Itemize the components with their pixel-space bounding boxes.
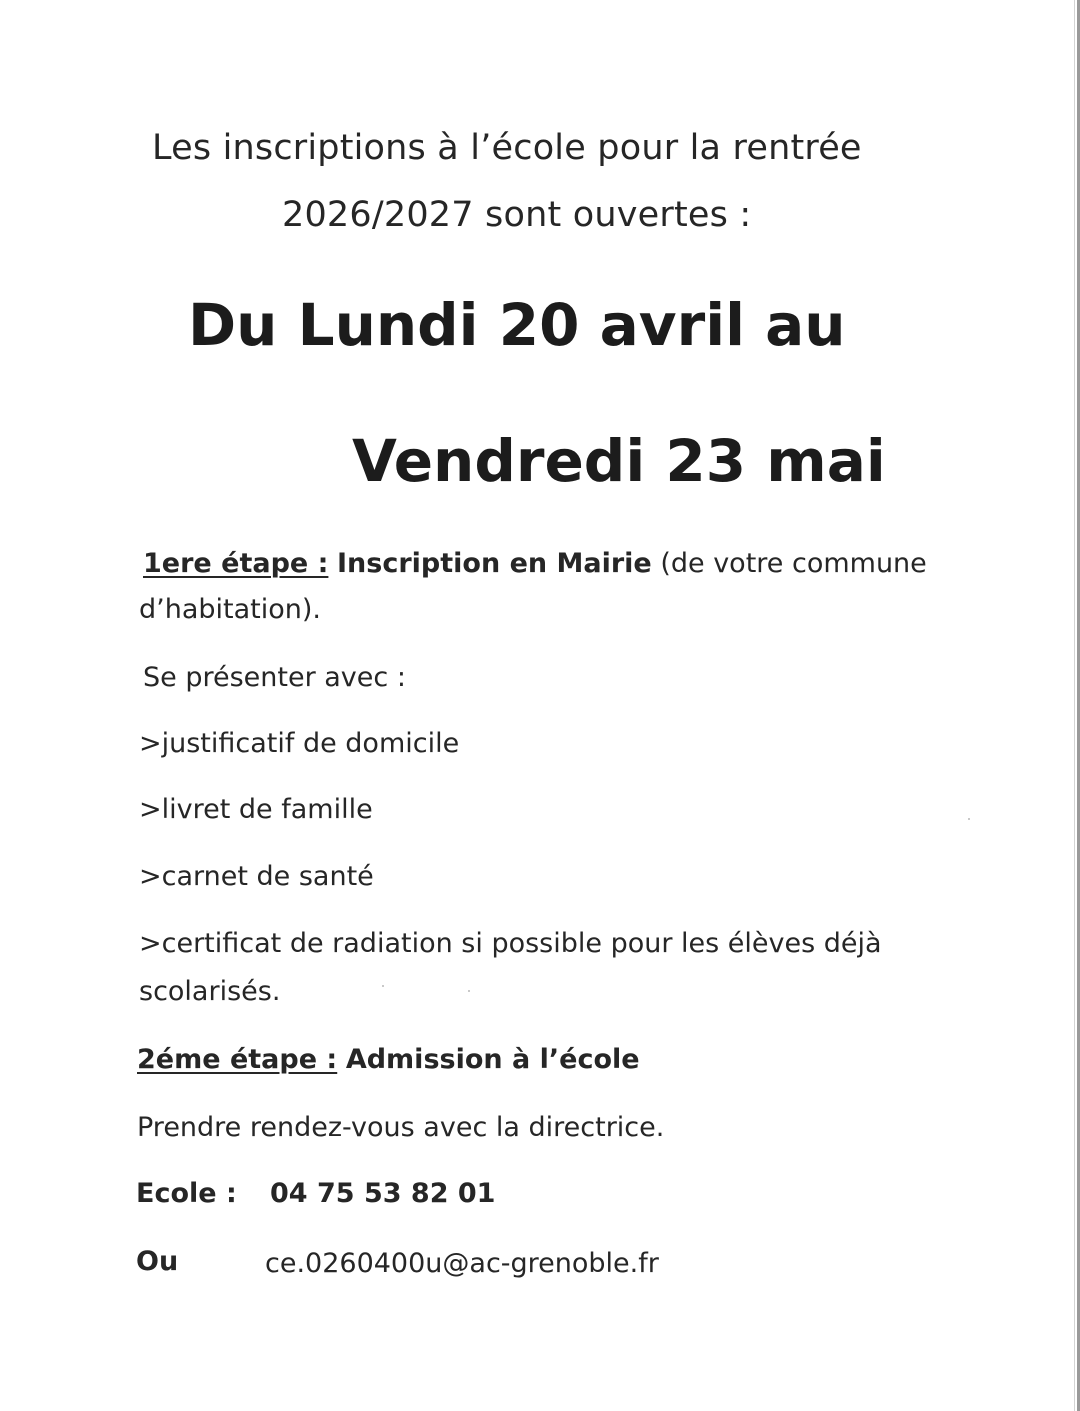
document-item: >justificatif de domicile <box>139 728 460 759</box>
step2-line <box>137 1046 640 1073</box>
scan-edge-line <box>1074 0 1075 1411</box>
date-end: Vendredi 23 mai <box>352 427 886 495</box>
scan-speck <box>468 990 470 992</box>
step2-title: Admission à l’école <box>345 1044 640 1075</box>
step1-line <box>143 550 927 577</box>
document-item: >carnet de santé <box>139 861 374 892</box>
email-address: ce.0260400u@ac-grenoble.fr <box>265 1248 659 1279</box>
scan-speck <box>382 985 384 987</box>
scan-speck <box>968 818 970 820</box>
intro-line-2: 2026/2027 sont ouvertes : <box>282 195 752 235</box>
document-item-cont: scolarisés. <box>139 976 281 1007</box>
step2-instruction: Prendre rendez-vous avec la directrice. <box>137 1112 665 1143</box>
email-label: Ou <box>136 1246 179 1277</box>
present-with: Se présenter avec : <box>143 662 406 693</box>
step1-title: Inscription en Mairie <box>337 548 652 579</box>
document-item: >certificat de radiation si possible pour les élèves déjà <box>139 928 882 959</box>
step1-note-cont: d’habitation). <box>139 594 321 625</box>
phone-label: Ecole : <box>136 1178 237 1209</box>
step2-label: 2éme étape : <box>137 1044 338 1075</box>
phone-number: 04 75 53 82 01 <box>270 1178 496 1209</box>
step1-label: 1ere étape : <box>143 548 329 579</box>
document-item: >livret de famille <box>139 794 373 825</box>
step1-note: (de votre commune <box>660 548 927 579</box>
date-start: Du Lundi 20 avril au <box>188 291 846 359</box>
intro-line-1: Les inscriptions à l’école pour la rentrée <box>152 128 862 168</box>
